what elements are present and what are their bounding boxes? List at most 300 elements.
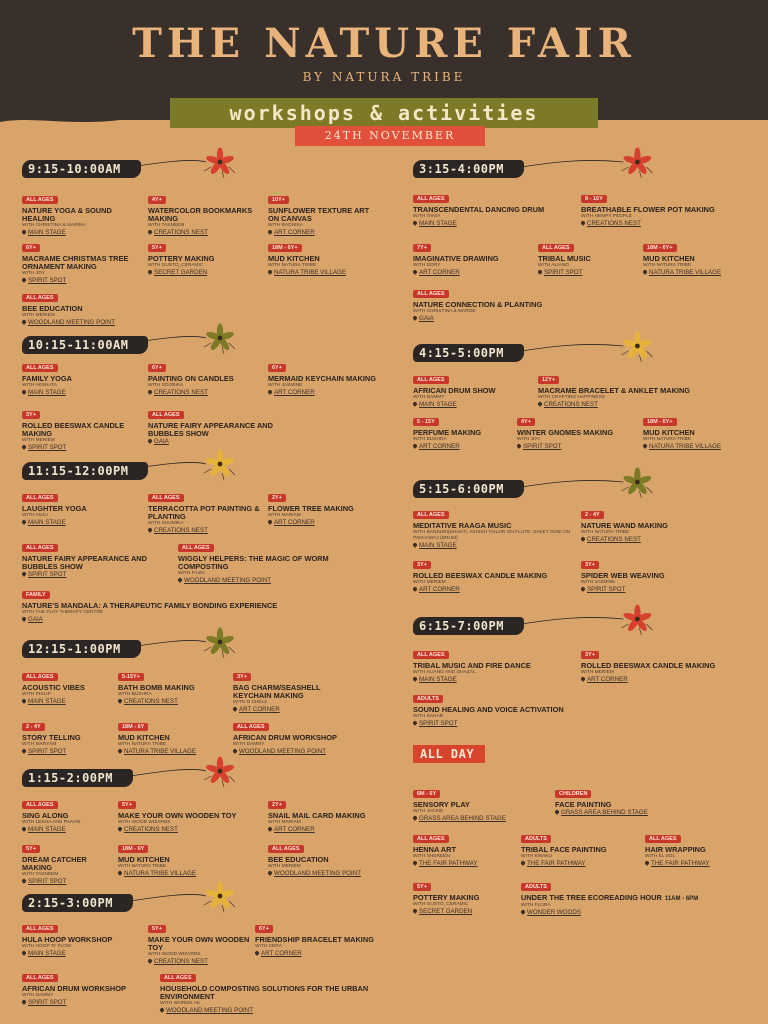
activity-item xyxy=(413,875,518,916)
age-badge: ALL AGES xyxy=(413,195,449,203)
activity-item xyxy=(148,917,253,966)
activity-name: MACRAME CHRISTMAS TREE ORNAMENT MAKING xyxy=(22,254,129,271)
time-slot-header xyxy=(22,336,322,354)
activity-host: WITH NATURA TRIBE xyxy=(643,437,692,442)
location-link[interactable]: CREATIONS NEST xyxy=(581,220,756,228)
age-badge: ALL AGES xyxy=(22,294,58,302)
location-link[interactable]: CREATIONS NEST xyxy=(148,958,253,966)
location-link[interactable]: ART CORNER xyxy=(413,586,578,594)
activity-name: AFRICAN DRUM WORKSHOP xyxy=(233,733,337,742)
location-link[interactable]: ART CORNER xyxy=(268,229,378,237)
activity-name: TRIBAL FACE PAINTING xyxy=(521,845,607,854)
location-link[interactable]: MAIN STAGE xyxy=(22,950,142,958)
age-badge: FAMILY xyxy=(22,591,50,599)
age-badge: ALL AGES xyxy=(645,835,681,843)
activity-host: WITH FLORA xyxy=(521,903,551,908)
location-link[interactable]: THE FAIR PATHWAY xyxy=(413,860,518,868)
age-badge: 5-15Y+ xyxy=(118,673,144,681)
activity-name: FLOWER TREE MAKING xyxy=(268,504,354,513)
age-badge: ADULTS xyxy=(521,835,551,843)
activity-item xyxy=(413,827,518,868)
location-link[interactable]: GAIA xyxy=(148,438,283,446)
activity-item xyxy=(581,553,731,594)
location-link[interactable]: MAIN STAGE xyxy=(22,826,117,834)
map-pin-icon xyxy=(520,861,526,867)
map-pin-icon xyxy=(580,537,586,543)
activity-name: BATH BOMB MAKING xyxy=(118,683,195,692)
location-link[interactable]: GRASS AREA BEHIND STAGE xyxy=(413,815,543,823)
location-link[interactable]: GAIA xyxy=(413,315,593,323)
activity-item xyxy=(22,793,117,834)
location-link[interactable]: ART CORNER xyxy=(413,269,533,277)
activity-name: MUD KITCHEN xyxy=(643,428,695,437)
activity-host: WITH HOOP 'N' FLOW xyxy=(22,944,72,949)
activity-host: WITH NATURA TRIBE xyxy=(581,530,630,535)
age-badge: 6Y+ xyxy=(255,925,273,933)
location-link[interactable]: SECRET GARDEN xyxy=(413,908,518,916)
age-badge: 2Y+ xyxy=(268,494,286,502)
location-link[interactable]: CREATIONS NEST xyxy=(148,229,260,237)
location-link[interactable]: WOODLAND MEETING POINT xyxy=(178,577,338,585)
activity-name: WATERCOLOR BOOKMARKS MAKING xyxy=(148,206,253,223)
map-pin-icon xyxy=(412,816,418,822)
location-link[interactable]: WOODLAND MEETING POINT xyxy=(160,1007,380,1015)
activity-host: WITH SAHAR xyxy=(413,714,444,719)
location-link[interactable]: ART CORNER xyxy=(233,706,343,714)
activity-item xyxy=(118,793,263,834)
activity-name: MAKE YOUR OWN WOODEN TOY xyxy=(148,935,250,952)
map-pin-icon xyxy=(537,270,543,276)
activity-host: WITH JOY xyxy=(517,437,540,442)
activity-name: NATURE FAIRY APPEARANCE AND BUBBLES SHOW xyxy=(22,554,147,571)
location-link[interactable]: NATURA TRIBE VILLAGE xyxy=(118,748,230,756)
location-link[interactable]: GRASS AREA BEHIND STAGE xyxy=(555,809,705,817)
activity-item xyxy=(22,486,132,527)
activity-name: MAKE YOUR OWN WOODEN TOY xyxy=(118,811,237,820)
location-link[interactable]: CREATIONS NEST xyxy=(148,389,260,397)
age-badge: 4Y+ xyxy=(148,196,166,204)
activity-name: SUNFLOWER TEXTURE ART ON CANVAS xyxy=(268,206,370,223)
activity-item xyxy=(413,643,573,684)
activity-name: BREATHABLE FLOWER POT MAKING xyxy=(581,205,715,214)
map-pin-icon xyxy=(554,810,560,816)
map-pin-icon xyxy=(117,749,123,755)
activity-name: SING ALONG xyxy=(22,811,69,820)
activity-host: WITH SHUMIKA xyxy=(148,521,184,526)
activity-name: HULA HOOP WORKSHOP xyxy=(22,935,113,944)
age-badge: 18M - 6Y xyxy=(118,845,148,853)
map-pin-icon xyxy=(21,617,27,623)
age-badge: 4Y+ xyxy=(517,418,535,426)
map-pin-icon xyxy=(267,270,273,276)
map-pin-icon xyxy=(580,221,586,227)
activity-item xyxy=(22,966,147,1007)
activity-host: WITH MERIEM xyxy=(268,864,301,869)
activity-item xyxy=(645,827,745,868)
activity-name: ACOUSTIC VIBES xyxy=(22,683,85,692)
activity-host: WITH BANSURI(SHAKTI, ASHISH TAILOR ON FLUTE, SAKET SONI ON PAKHAWAJ (DRUM) xyxy=(413,530,571,541)
age-badge: ALL AGES xyxy=(413,511,449,519)
activity-name: POTTERY MAKING xyxy=(148,254,215,263)
activity-item xyxy=(22,236,142,285)
activity-name: AFRICAN DRUM WORKSHOP xyxy=(22,984,126,993)
map-pin-icon xyxy=(147,959,153,965)
page-byline: BY NATURA TRIBE xyxy=(302,70,466,84)
activity-item xyxy=(413,368,533,409)
location-link[interactable]: ART CORNER xyxy=(268,519,378,527)
time-slot-label: 11:15-12:00PM xyxy=(22,462,148,480)
location-link[interactable]: NATURA TRIBE VILLAGE xyxy=(268,269,378,277)
location-link[interactable]: SPIRIT SPOT xyxy=(581,586,731,594)
activity-name: HOUSEHOLD COMPOSTING SOLUTIONS FOR THE URBAN ENVIRONMENT xyxy=(160,984,369,1001)
age-badge: 3Y+ xyxy=(233,673,251,681)
location-link[interactable]: NATURA TRIBE VILLAGE xyxy=(643,443,753,451)
activity-host: WITH NATURA TRIBE xyxy=(268,263,317,268)
activity-name: NATURE YOGA & SOUND HEALING xyxy=(22,206,112,223)
map-pin-icon xyxy=(21,1000,27,1006)
activity-host: WITH PHILIP xyxy=(22,692,51,697)
location-link[interactable]: WOODLAND MEETING POINT xyxy=(233,748,363,756)
map-pin-icon xyxy=(232,707,238,713)
location-link[interactable]: ART CORNER xyxy=(413,443,513,451)
activity-name: POTTERY MAKING xyxy=(413,893,480,902)
location-link[interactable]: WONDER WOODS xyxy=(521,909,751,917)
activity-name: AFRICAN DRUM SHOW xyxy=(413,386,496,395)
location-link[interactable]: ART CORNER xyxy=(581,676,741,684)
location-link[interactable]: GAIA xyxy=(22,616,342,624)
activity-item xyxy=(413,187,578,228)
activity-item xyxy=(413,553,578,594)
map-pin-icon xyxy=(642,270,648,276)
time-slot-header xyxy=(413,160,753,178)
age-badge: ADULTS xyxy=(521,883,551,891)
map-pin-icon xyxy=(117,699,123,705)
age-badge: 5Y+ xyxy=(148,925,166,933)
activity-name: WINTER GNOMES MAKING xyxy=(517,428,614,437)
age-badge: ALL AGES xyxy=(22,925,58,933)
activity-item xyxy=(413,410,513,451)
time-slot-label: 1:15-2:00PM xyxy=(22,769,133,787)
time-slot-header xyxy=(413,480,753,498)
map-pin-icon xyxy=(21,520,27,526)
activity-item xyxy=(22,188,132,237)
activity-host: WITH MERIEM xyxy=(413,580,446,585)
activity-name: MUD KITCHEN xyxy=(118,855,170,864)
map-pin-icon xyxy=(147,390,153,396)
age-badge: 6Y+ xyxy=(268,364,286,372)
map-pin-icon xyxy=(516,444,522,450)
location-link[interactable]: MAIN STAGE xyxy=(413,220,578,228)
time-slot-label: 9:15-10:00AM xyxy=(22,160,141,178)
age-badge: 3Y+ xyxy=(22,411,40,419)
age-badge: ALL AGES xyxy=(22,974,58,982)
location-link[interactable]: THE FAIR PATHWAY xyxy=(521,860,641,868)
activity-host: WITH SOOBIKA xyxy=(148,383,184,388)
time-slot-header xyxy=(22,894,322,912)
activity-item xyxy=(22,536,162,579)
map-pin-icon xyxy=(267,230,273,236)
activity-host: WITH ALIANO AND GHAZAL xyxy=(413,670,476,675)
map-pin-icon xyxy=(232,749,238,755)
location-link[interactable]: SPIRIT SPOT xyxy=(22,878,117,886)
age-badge: 2 - 4Y xyxy=(22,723,45,731)
all-day-label: ALL DAY xyxy=(413,745,485,763)
map-pin-icon xyxy=(147,439,153,445)
activity-item xyxy=(521,875,751,917)
map-pin-icon xyxy=(254,951,260,957)
activity-host: WITH JOY xyxy=(22,271,45,276)
activity-host: WITH WOOD WIZARDS xyxy=(118,820,171,825)
activity-item xyxy=(148,403,283,446)
map-pin-icon xyxy=(267,871,273,877)
age-badge: 5Y+ xyxy=(22,845,40,853)
location-link[interactable]: SPIRIT SPOT xyxy=(22,444,142,452)
location-link[interactable]: MAIN STAGE xyxy=(22,519,132,527)
activity-name: IMAGINATIVE DRAWING xyxy=(413,254,499,263)
activity-host: WITH ALIANO xyxy=(538,263,569,268)
activity-name: SPIDER WEB WEAVING xyxy=(581,571,665,580)
activity-item xyxy=(178,536,338,585)
age-badge: 6Y+ xyxy=(148,364,166,372)
map-pin-icon xyxy=(21,699,27,705)
location-link[interactable]: CREATIONS NEST xyxy=(118,698,230,706)
activity-item xyxy=(413,687,613,728)
age-badge: ALL AGES xyxy=(22,544,58,552)
location-link[interactable]: SECRET GARDEN xyxy=(148,269,260,277)
activity-host: WITH MERIEM xyxy=(22,438,55,443)
location-link[interactable]: SPIRIT SPOT xyxy=(22,748,117,756)
map-pin-icon xyxy=(412,402,418,408)
age-badge: ALL AGES xyxy=(413,290,449,298)
location-link[interactable]: MAIN STAGE xyxy=(413,542,573,550)
age-badge: 7Y+ xyxy=(413,244,431,252)
activity-name: SOUND HEALING AND VOICE ACTIVATION xyxy=(413,705,564,714)
activity-item xyxy=(268,356,378,397)
time-slot-header xyxy=(22,462,322,480)
location-link[interactable]: WOODLAND MEETING POINT xyxy=(22,319,162,327)
time-slot-label: 10:15-11:00AM xyxy=(22,336,148,354)
activity-item xyxy=(538,236,638,277)
activity-item xyxy=(521,827,641,868)
section-banner: workshops & activities xyxy=(170,98,598,128)
age-badge: 10Y+ xyxy=(268,196,289,204)
age-badge: 12Y+ xyxy=(538,376,559,384)
age-badge: 5 - 15Y xyxy=(413,418,439,426)
activity-name: PERFUME MAKING xyxy=(413,428,482,437)
activity-item xyxy=(538,368,738,409)
age-badge: 5Y+ xyxy=(413,883,431,891)
map-pin-icon xyxy=(21,445,27,451)
location-link[interactable]: ART CORNER xyxy=(268,389,378,397)
age-badge: ALL AGES xyxy=(22,673,58,681)
age-badge: 6M - 6Y xyxy=(413,790,440,798)
age-badge: ALL AGES xyxy=(22,494,58,502)
activity-host: WITH TASNEEM xyxy=(148,223,185,228)
activity-item xyxy=(413,236,533,277)
activity-host: WITH RADHIKA xyxy=(268,223,303,228)
activity-item xyxy=(268,837,398,878)
activity-host: WITH CHRISTINA & MARGE xyxy=(413,309,476,314)
activity-host: WITH MARIAM xyxy=(268,513,301,518)
age-badge: ALL AGES xyxy=(538,244,574,252)
event-date: 24TH NOVEMBER xyxy=(295,126,485,146)
location-link[interactable]: ART CORNER xyxy=(268,826,388,834)
map-pin-icon xyxy=(267,827,273,833)
activity-host: WITH JASMINE xyxy=(268,383,303,388)
activity-host: WITH CHRISTINA & MARINA xyxy=(22,223,86,228)
location-link[interactable]: SPIRIT SPOT xyxy=(517,443,637,451)
activity-item xyxy=(643,410,753,451)
activity-item xyxy=(22,286,162,327)
activity-item xyxy=(268,188,378,237)
map-pin-icon xyxy=(580,587,586,593)
map-pin-icon xyxy=(520,910,526,916)
time-slot-header xyxy=(22,160,322,178)
activity-item xyxy=(268,236,378,277)
map-pin-icon xyxy=(21,278,27,284)
activity-host: WITH ANJU xyxy=(22,513,48,518)
activity-name: HAIR WRAPPING xyxy=(645,845,706,854)
location-link[interactable]: CREATIONS NEST xyxy=(581,536,731,544)
activity-name: MERMAID KEYCHAIN MAKING xyxy=(268,374,376,383)
age-badge: 2 - 4Y xyxy=(581,511,604,519)
activity-name: HENNA ART xyxy=(413,845,456,854)
map-pin-icon xyxy=(21,879,27,885)
map-pin-icon xyxy=(580,677,586,683)
map-pin-icon xyxy=(412,587,418,593)
map-pin-icon xyxy=(21,230,27,236)
location-link[interactable]: MAIN STAGE xyxy=(413,676,573,684)
map-pin-icon xyxy=(412,543,418,549)
activity-host: WITH FAIZA xyxy=(178,571,205,576)
activity-host: WITH JASMINE xyxy=(581,580,616,585)
activity-host: WITH DAMMY xyxy=(22,993,54,998)
age-badge: ALL AGES xyxy=(22,801,58,809)
activity-name: NATURE WAND MAKING xyxy=(581,521,668,530)
age-badge: ADULTS xyxy=(413,695,443,703)
location-link[interactable]: SPIRIT SPOT xyxy=(22,277,142,285)
activity-name: ROLLED BEESWAX CANDLE MAKING xyxy=(581,661,716,670)
map-pin-icon xyxy=(267,520,273,526)
location-link[interactable]: CREATIONS NEST xyxy=(148,527,260,535)
activity-item xyxy=(413,782,543,823)
activity-name: TRIBAL MUSIC AND FIRE DANCE xyxy=(413,661,531,670)
age-badge: ALL AGES xyxy=(413,376,449,384)
activity-host: WITH HEMPY PEOPLE xyxy=(581,214,633,219)
location-link[interactable]: ART CORNER xyxy=(255,950,400,958)
map-pin-icon xyxy=(147,270,153,276)
activity-item xyxy=(22,917,142,958)
age-badge: ALL AGES xyxy=(22,364,58,372)
location-link[interactable]: MAIN STAGE xyxy=(22,389,132,397)
page-title: THE NATURE FAIR xyxy=(132,20,636,67)
location-link[interactable]: CREATIONS NEST xyxy=(538,401,738,409)
time-slot-label: 5:15-6:00PM xyxy=(413,480,524,498)
map-pin-icon xyxy=(412,677,418,683)
age-badge: ALL AGES xyxy=(22,196,58,204)
activity-host: WITH CRAFTING HAPPINESS xyxy=(538,395,605,400)
activity-name: FACE PAINTING xyxy=(555,800,612,809)
activity-item xyxy=(517,410,637,451)
activity-item xyxy=(581,187,756,228)
map-pin-icon xyxy=(412,221,418,227)
location-link[interactable]: THE FAIR PATHWAY xyxy=(645,860,745,868)
activity-name: PAINTING ON CANDLES xyxy=(148,374,234,383)
map-pin-icon xyxy=(147,528,153,534)
location-link[interactable]: MAIN STAGE xyxy=(22,698,117,706)
map-pin-icon xyxy=(642,444,648,450)
map-pin-icon xyxy=(412,316,418,322)
activity-host: WITH EL SOL xyxy=(645,854,676,859)
location-link[interactable]: WOODLAND MEETING POINT xyxy=(268,870,398,878)
activity-host: WITH JACKIE xyxy=(413,809,444,814)
time-slot-header xyxy=(413,617,753,635)
activity-time: 11AM - 6PM xyxy=(664,896,699,902)
activity-item xyxy=(555,782,705,817)
activity-item xyxy=(643,236,753,277)
activity-host: WITH DAMMY xyxy=(413,395,445,400)
age-badge: 5Y+ xyxy=(148,244,166,252)
age-badge: 3Y+ xyxy=(413,561,431,569)
activity-name: ROLLED BEESWAX CANDLE MAKING xyxy=(413,571,548,580)
activity-host: WITH DORY xyxy=(413,263,441,268)
age-badge: ALL AGES xyxy=(148,411,184,419)
time-slot-label: 3:15-4:00PM xyxy=(413,160,524,178)
location-link[interactable]: SPIRIT SPOT xyxy=(413,720,613,728)
map-pin-icon xyxy=(267,390,273,396)
map-pin-icon xyxy=(21,572,27,578)
location-link[interactable]: MAIN STAGE xyxy=(413,401,533,409)
activity-name: STORY TELLING xyxy=(22,733,81,742)
location-link[interactable]: MAIN STAGE xyxy=(22,229,132,237)
activity-item xyxy=(22,837,117,886)
map-pin-icon xyxy=(412,444,418,450)
location-link[interactable]: SPIRIT SPOT xyxy=(538,269,638,277)
activity-name: UNDER THE TREE ECOREADING HOUR 11AM - 6PM xyxy=(521,893,699,902)
age-badge: 18M - 6Y+ xyxy=(268,244,302,252)
activity-item xyxy=(22,665,117,706)
activity-host: WITH NATURA TRIBE xyxy=(118,742,167,747)
activity-item xyxy=(268,486,378,527)
location-link[interactable]: SPIRIT SPOT xyxy=(22,571,162,579)
activity-name: MACRAME BRACELET & ANKLET MAKING xyxy=(538,386,691,395)
activity-host: WITH O SHELZ xyxy=(233,700,268,705)
time-slot-header xyxy=(22,769,322,787)
map-pin-icon xyxy=(412,909,418,915)
activity-name: TRIBAL MUSIC xyxy=(538,254,591,263)
location-link[interactable]: NATURA TRIBE VILLAGE xyxy=(118,870,230,878)
activity-host: WITH AKSHATA xyxy=(22,383,58,388)
activity-host: WITH GUSTO_CERAMIC xyxy=(413,902,469,907)
map-pin-icon xyxy=(117,827,123,833)
location-link[interactable]: NATURA TRIBE VILLAGE xyxy=(643,269,753,277)
location-link[interactable]: CREATIONS NEST xyxy=(118,826,263,834)
activity-name: NATURE CONNECTION & PLANTING xyxy=(413,300,543,309)
activity-item xyxy=(581,503,731,544)
age-badge: 2Y+ xyxy=(268,801,286,809)
age-badge: ALL AGES xyxy=(413,651,449,659)
time-slot-label: 6:15-7:00PM xyxy=(413,617,524,635)
activity-item xyxy=(22,715,117,756)
activity-host: WITH MARYAM xyxy=(22,742,57,747)
map-pin-icon xyxy=(644,861,650,867)
activity-item xyxy=(413,282,593,323)
map-pin-icon xyxy=(412,721,418,727)
activity-name: MUD KITCHEN xyxy=(268,254,320,263)
activity-name: BAG CHARM/SEASHELL KEYCHAIN MAKING xyxy=(233,683,321,700)
location-link[interactable]: SPIRIT SPOT xyxy=(22,999,147,1007)
map-pin-icon xyxy=(147,230,153,236)
